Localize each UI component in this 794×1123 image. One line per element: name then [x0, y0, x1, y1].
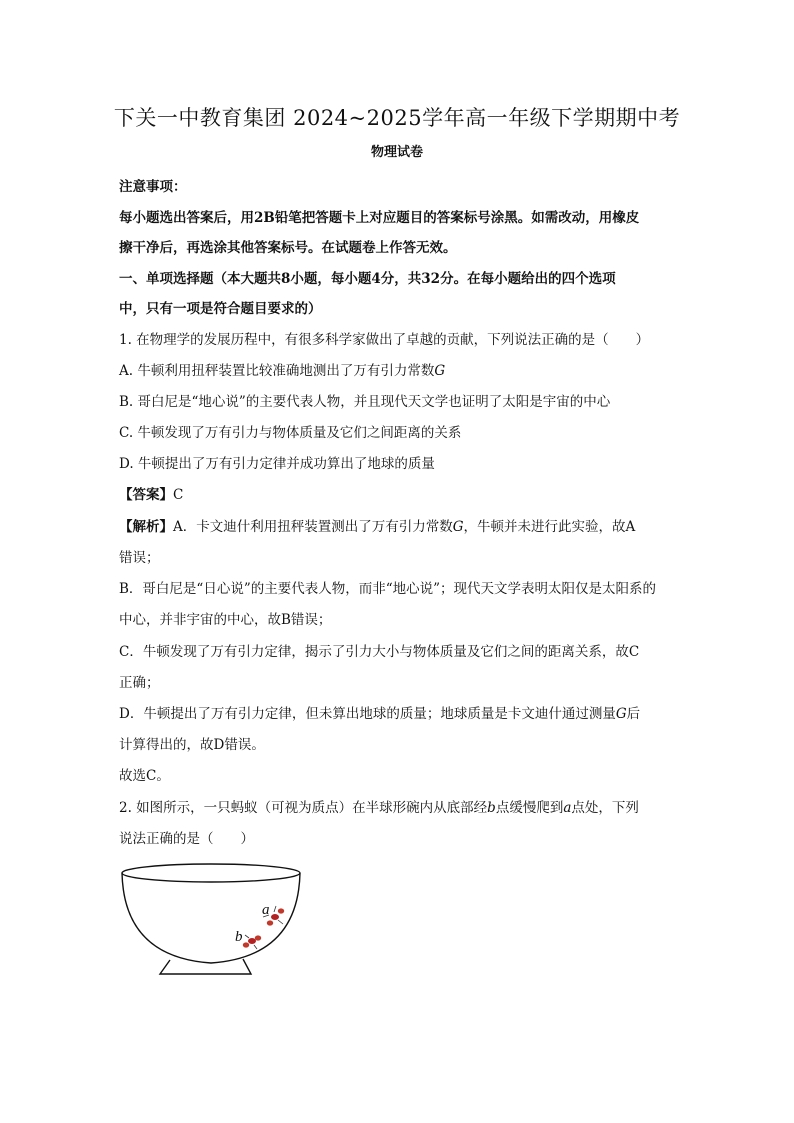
- ant-at-b-icon: [243, 935, 261, 949]
- notice-line-2: 擦干净后，再选涂其他答案标号。在试题卷上作答无效。: [119, 240, 457, 256]
- q1-analysis-b: B．哥白尼是“日心说”的主要代表人物，而非“地心说”；现代天文学表明太阳仅是太阳系的: [119, 581, 657, 597]
- q1-analysis-c-cont: 正确；: [119, 675, 160, 691]
- section-heading-line-1: 一、单项选择题（本大题共8小题，每小题4分，共32分。在每小题给出的四个选项: [119, 271, 616, 287]
- section-heading-line-2: 中，只有一项是符合题目要求的）: [119, 301, 322, 317]
- q1-option-a-text: A. 牛顿利用扭秤装置比较准确地测出了万有引力常数: [119, 363, 435, 379]
- analysis-d-var: G: [615, 706, 627, 722]
- q2-stem-text: 2. 如图所示，一只蚂蚁（可视为质点）在半球形碗内从底部经: [119, 800, 488, 816]
- analysis-tag: 【解析】: [119, 519, 173, 535]
- answer-tag: 【答案】: [119, 487, 173, 503]
- bowl-rim: [122, 864, 300, 882]
- analysis-a-var: G: [452, 519, 464, 535]
- q1-analysis-c: C．牛顿发现了万有引力定律，揭示了引力大小与物体质量及它们之间的距离关系，故C: [119, 644, 640, 660]
- q2-stem-line-2: 说法正确的是（ ）: [119, 831, 254, 847]
- q2-point-a: a: [563, 800, 572, 816]
- label-b: b: [235, 929, 243, 945]
- q2-stem-tail: 点处，下列: [571, 800, 639, 816]
- q1-analysis-a: [119, 517, 635, 537]
- q1-analysis-d-cont: 计算得出的，故D错误。: [119, 737, 265, 753]
- analysis-a-tail: ，牛顿并未进行此实验，故A: [463, 519, 636, 535]
- analysis-a-text: A．卡文迪什利用扭秤装置测出了万有引力常数: [173, 519, 453, 535]
- page-subtitle: 物理试卷: [370, 145, 423, 160]
- analysis-d-tail: 后: [626, 706, 641, 722]
- q1-answer: [119, 485, 183, 505]
- bowl-stand: [160, 959, 251, 974]
- q1-analysis-d: [119, 704, 640, 724]
- label-a: a: [262, 902, 270, 918]
- q1-option-a-var: G: [434, 363, 446, 379]
- q1-option-c: C. 牛顿发现了万有引力与物体质量及它们之间距离的关系: [119, 425, 462, 441]
- q1-option-d: D. 牛顿提出了万有引力定律并成功算出了地球的质量: [119, 456, 435, 472]
- q2-stem-mid: 点缓慢爬到: [495, 800, 564, 816]
- q1-analysis-b-cont: 中心，并非宇宙的中心，故B错误；: [119, 612, 332, 628]
- q2-stem-line-1: [119, 798, 639, 818]
- q1-option-a: [119, 361, 445, 381]
- answer-value: C: [173, 487, 184, 503]
- q2-point-b: b: [487, 800, 496, 816]
- q1-conclusion: 故选C。: [119, 768, 170, 784]
- notice-heading: 注意事项：: [119, 179, 187, 195]
- notice-line-1: 每小题选出答案后，用2B铅笔把答题卡上对应题目的答案标号涂黑。如需改动，用橡皮: [119, 210, 640, 226]
- q1-option-b: B. 哥白尼是“地心说”的主要代表人物，并且现代天文学也证明了太阳是宇宙的中心: [119, 394, 611, 410]
- q1-stem: 1. 在物理学的发展历程中，有很多科学家做出了卓越的贡献，下列说法正确的是（ ）: [119, 332, 650, 348]
- page-title: 下关一中教育集团 2024~2025学年高一年级下学期期中考: [113, 106, 681, 130]
- analysis-d-text: D．牛顿提出了万有引力定律，但未算出地球的质量；地球质量是卡文迪什通过测量: [119, 706, 616, 722]
- bowl-figure: [118, 862, 308, 977]
- q1-analysis-a-cont: 错误；: [119, 550, 160, 566]
